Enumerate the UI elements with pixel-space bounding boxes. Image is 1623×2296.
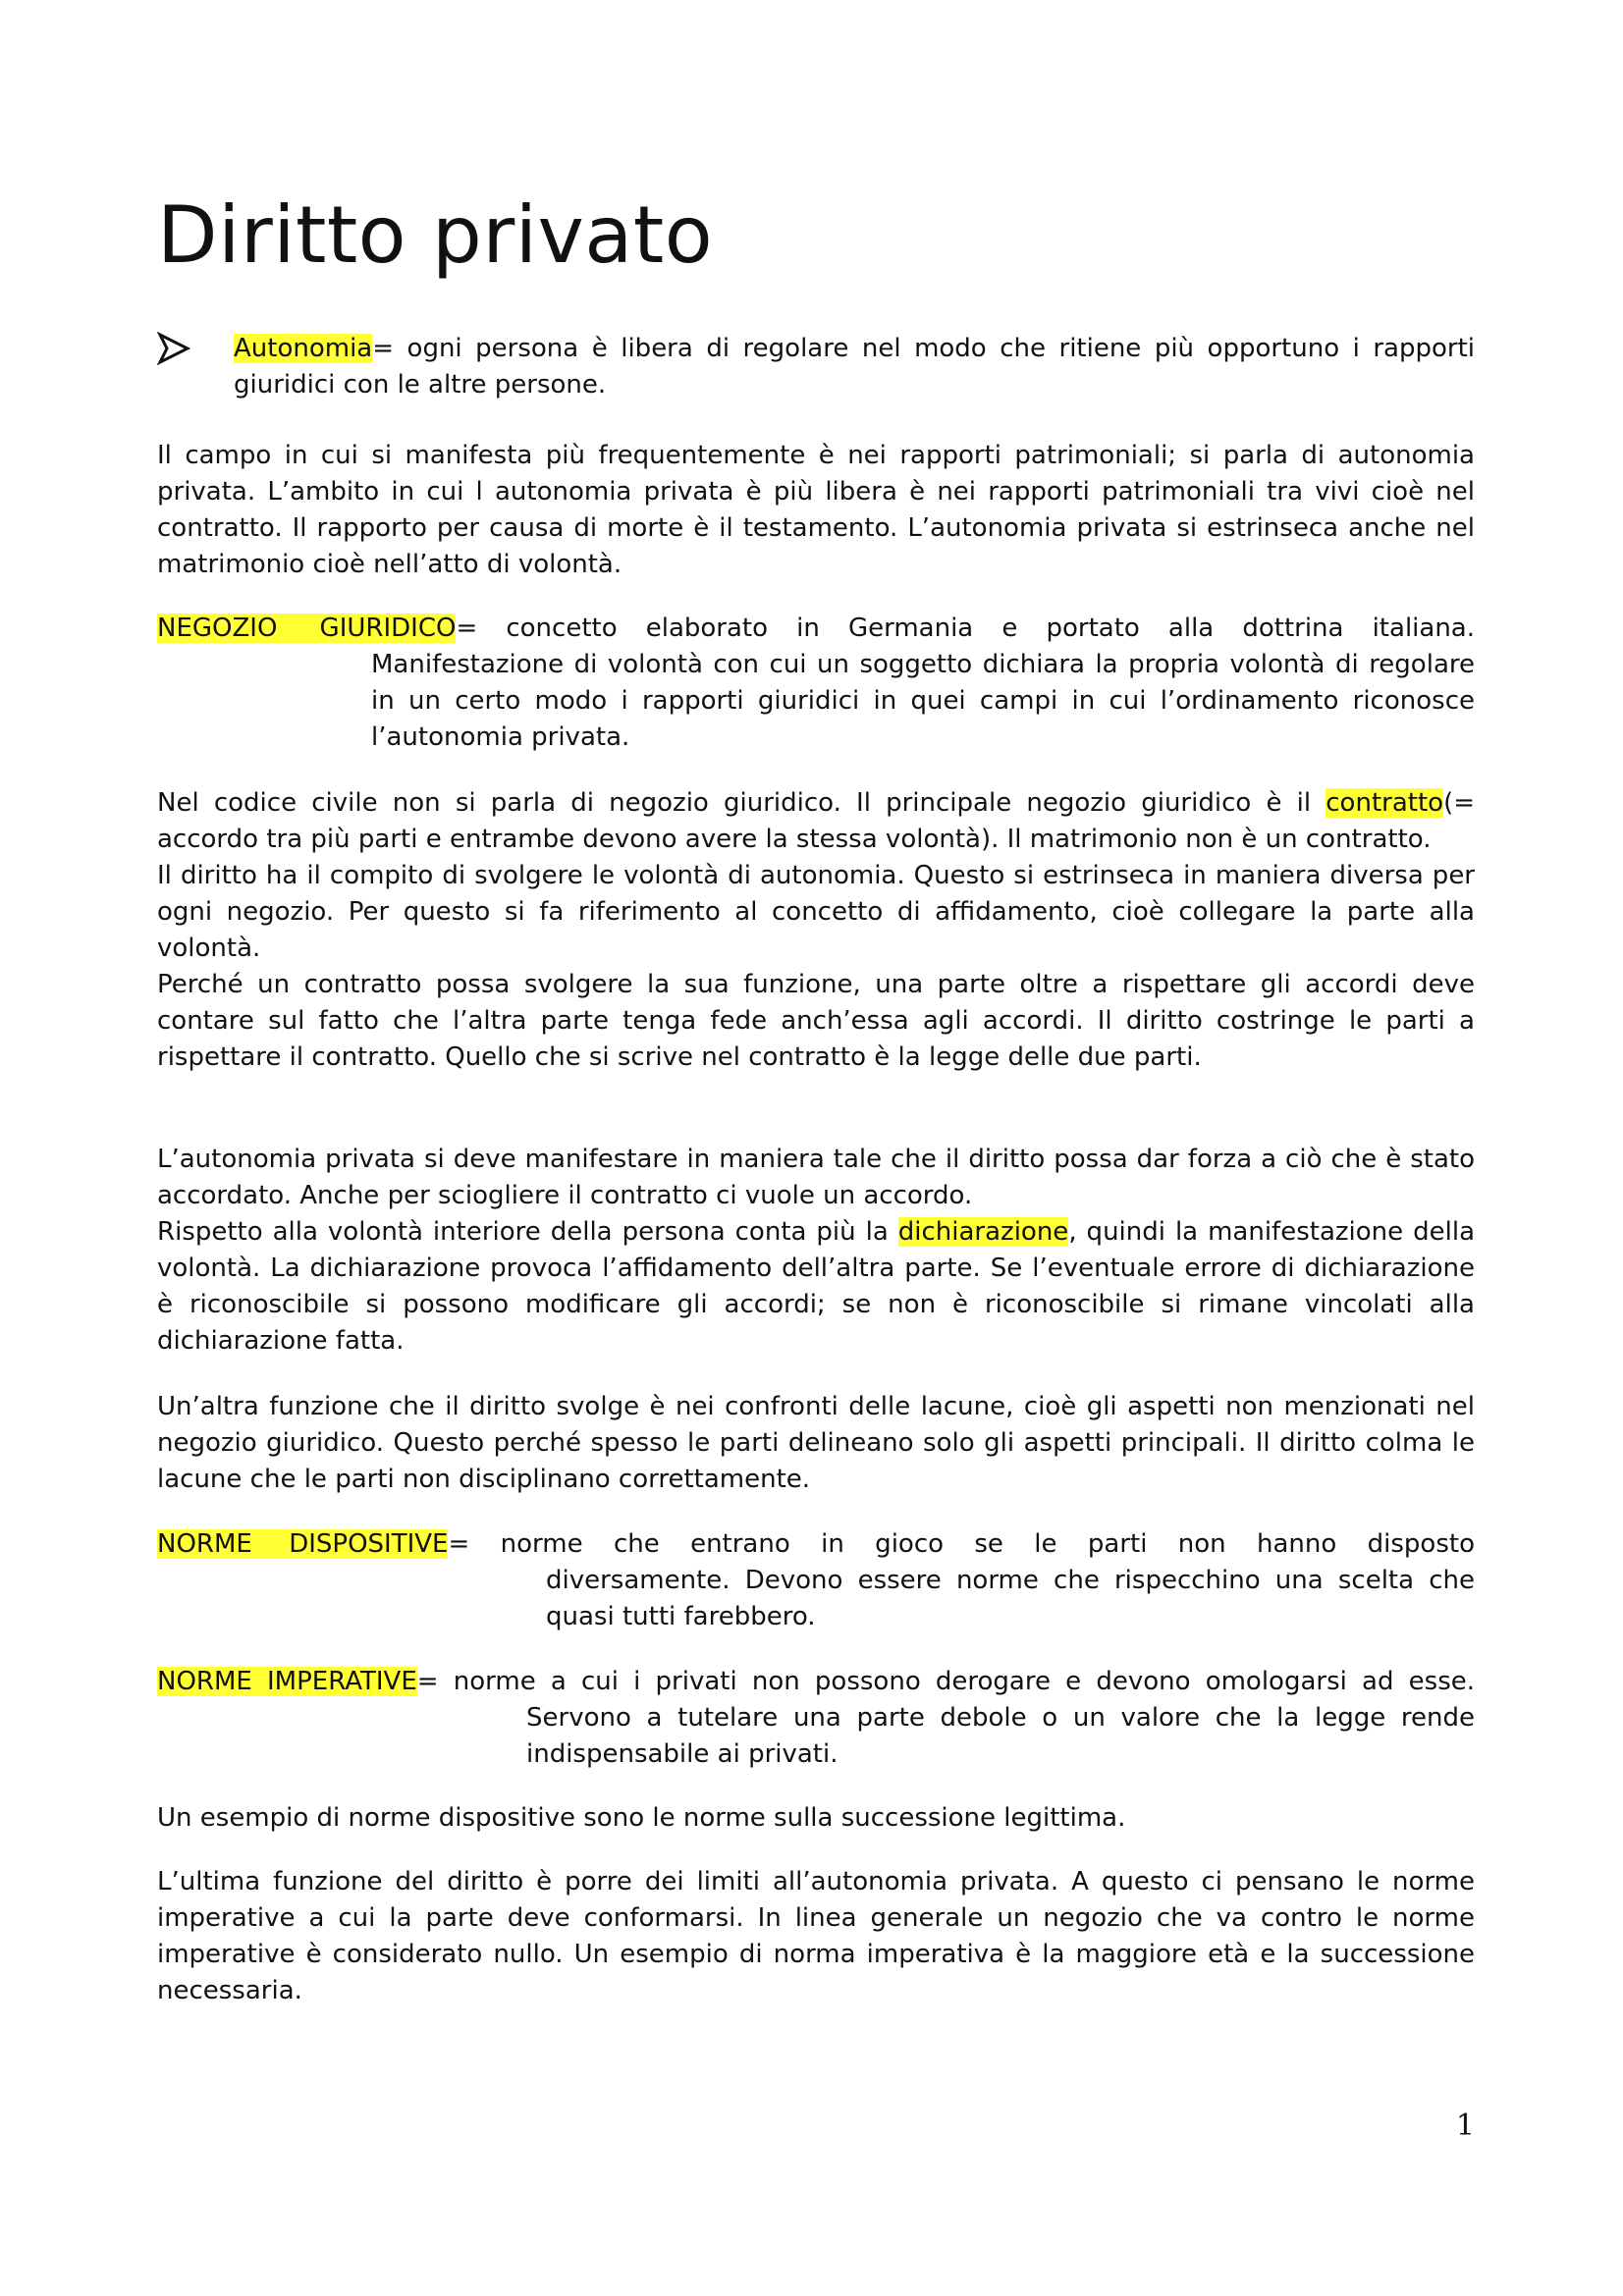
paragraph-autonomia [157, 1142, 1475, 1360]
codice-before: Nel codice civile non si parla di negozio giuridico. Il principale negozio giuridico è il [157, 788, 1326, 818]
paragraph-lacune-text: Un’altra funzione che il diritto svolge è nei confronti delle lacune, cioè gli aspetti non menzionati nel negozio giuridico. Questo perché spesso le parti delineano solo gli aspetti principali. Il diritto colma le lacune che le parti non disciplinano correttamente. [157, 1392, 1475, 1494]
autonomia-text: = ogni persona è libera di regolare nel modo che ritiene più opportuno i rapporti giuridici con le altre persone. [234, 334, 1475, 400]
negozio-first-text: = concetto elaborato in Germania e portato alla dottrina italiana. [456, 614, 1475, 643]
dispositive-rest: diversamente. Devono essere norme che rispecchino una scelta che quasi tutti farebbero. [546, 1566, 1475, 1631]
imperative-rest: Servono a tutelare una parte debole o un valore che la legge rende indispensabile ai privati. [526, 1703, 1475, 1769]
imperative-first-line [157, 1664, 1475, 1700]
page-number: 1 [1455, 2109, 1475, 2143]
term-contratto: contratto [1325, 788, 1444, 818]
paragraph-campo-text: Il campo in cui si manifesta più frequentemente è nei rapporti patrimoniali; si parla di autonomia privata. L’ambito in cui l autonomia privata è più libera è nei rapporti patrimoniali tra vivi cioè nel contratto. Il rapporto per causa di morte è il testamento. L’autonomia privata si estrinseca anche nel matrimonio cioè nell’atto di volontà. [157, 441, 1475, 579]
autonomia-definition [234, 331, 1475, 403]
rispetto-after: , quindi la manifestazione della volontà. La dichiarazione provoca l’affidamento dell’altra parte. Se l’eventuale errore di dichiarazione è riconoscibile si possono modificare gli accordi; se non è riconoscibile si rimane vincolati alla dichiarazione fatta. [157, 1217, 1475, 1356]
term-negozio-giuridico: NEGOZIO GIURIDICO [157, 614, 457, 643]
imperative-first-text: = norme a cui i privati non possono derogare e devono omologarsi ad esse. [416, 1667, 1476, 1696]
paragraph-esempio-text: Un esempio di norme dispositive sono le norme sulla successione legittima. [157, 1803, 1126, 1833]
paragraph-rispetto [157, 1214, 1475, 1360]
paragraph-perche: Perché un contratto possa svolgere la sua funzione, una parte oltre a rispettare gli accordi deve contare sul fatto che l’altra parte tenga fede anch’essa agli accordi. Il diritto costringe le parti a rispettare il contratto. Quello che si scrive nel contratto è la legge delle due parti. [157, 970, 1475, 1072]
dispositive-first-text: = norme che entrano in gioco se le parti non hanno disposto [448, 1529, 1475, 1559]
negozio-first-line [157, 611, 1475, 647]
negozio-definition [157, 611, 1475, 756]
paragraph-ultima [157, 1864, 1475, 2009]
imperative-definition [157, 1664, 1475, 1773]
term-autonomia: Autonomia [234, 334, 373, 363]
paragraph-esempio [157, 1800, 1475, 1837]
dispositive-definition [157, 1526, 1475, 1635]
paragraph-ultima-text: L’ultima funzione del diritto è porre dei limiti all’autonomia privata. A questo ci pensano le norme imperative a cui la parte deve conformarsi. In linea generale un negozio che va contro le norme imperative è considerato nullo. Un esempio di norma imperativa è la maggiore età e la successione necessaria. [157, 1867, 1475, 2005]
paragraph-codice-text [157, 785, 1475, 858]
paragraph-diritto: Il diritto ha il compito di svolgere le volontà di autonomia. Questo si estrinseca in maniera diversa per ogni negozio. Per questo si fa riferimento al concetto di affidamento, cioè collegare la parte alla volontà. [157, 861, 1475, 963]
paragraph-lacune [157, 1389, 1475, 1498]
term-dichiarazione: dichiarazione [897, 1217, 1069, 1247]
negozio-rest: Manifestazione di volontà con cui un soggetto dichiara la propria volontà di regolare in un certo modo i rapporti giuridici in quei campi in cui l’ordinamento riconosce l’autonomia privata. [371, 650, 1475, 752]
paragraph-autonomia-text: L’autonomia privata si deve manifestare in maniera tale che il diritto possa dar forza a ciò che è stato accordato. Anche per sciogliere il contratto ci vuole un accordo. [157, 1145, 1475, 1210]
page-title: Diritto privato [157, 189, 714, 281]
term-norme-imperative: NORME IMPERATIVE [157, 1667, 417, 1696]
paragraph-campo [157, 438, 1475, 583]
arrow-bullet-icon [157, 332, 190, 365]
codice-after: (= accordo tra più parti e entrambe devono avere la stessa volontà). Il matrimonio non è un contratto. [157, 788, 1475, 854]
dispositive-first-line [157, 1526, 1475, 1563]
rispetto-before: Rispetto alla volontà interiore della persona conta più la [157, 1217, 898, 1247]
term-norme-dispositive: NORME DISPOSITIVE [157, 1529, 449, 1559]
paragraph-codice [157, 785, 1475, 1076]
